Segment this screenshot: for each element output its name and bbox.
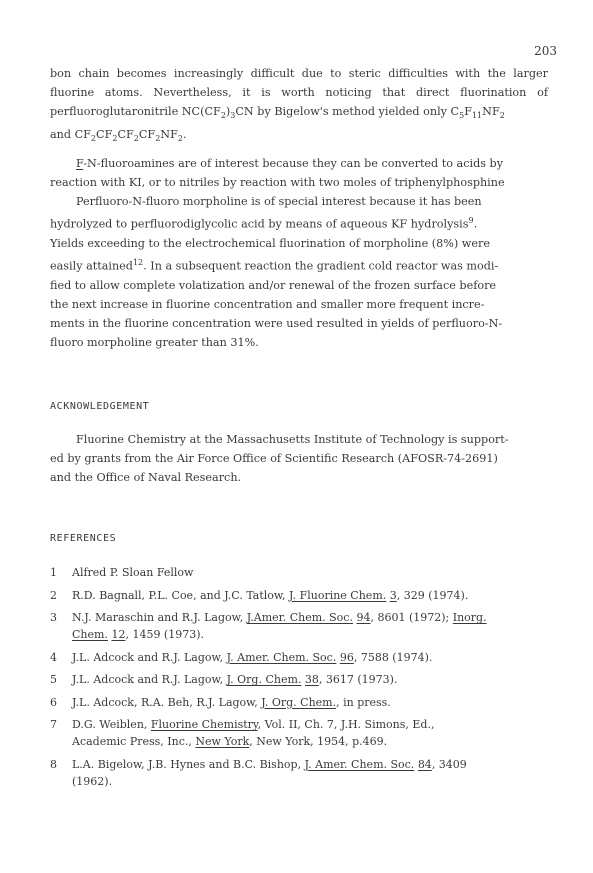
body-line: the next increase in fluorine concentration and smaller more frequent incre- bbox=[50, 297, 485, 311]
reference-item: 5 J.L. Adcock and R.J. Lagow, J. Org. Chem. 38, 3617 (1973). bbox=[50, 673, 398, 686]
reference-item: 1 Alfred P. Sloan Fellow bbox=[50, 566, 194, 579]
ack-line: Fluorine Chemistry at the Massachusetts Institute of Technology is support- bbox=[76, 433, 509, 446]
body-line: reaction with KI, or to nitriles by reaction with two moles of triphenylphosphine bbox=[50, 176, 505, 190]
body-line: easily attained$^{12}$. In a subsequent reaction the gradient cold reactor was modi- bbox=[50, 258, 499, 273]
body-text bbox=[50, 64, 548, 352]
references-heading: REFERENCES bbox=[50, 533, 117, 544]
reference-item: 2 R.D. Bagnall, P.L. Coe, and J.C. Tatlow, J. Fluorine Chem. 3, 329 (1974). bbox=[50, 588, 469, 602]
ack-line: ed by grants from the Air Force Office of Scientific Research (AFOSR-74-2691) bbox=[50, 452, 498, 465]
body-line: perfluoroglutaronitrile $NC(CF_2)_3CN$ by Bigelow's method yielded only $C_5F_{11}NF_2$ bbox=[50, 105, 505, 121]
body-line: Yields exceeding to the electrochemical fluorination of morpholine (8%) were bbox=[50, 237, 490, 251]
page-number: 203 bbox=[534, 44, 557, 58]
body-line: fluoro morpholine greater than 31%. bbox=[50, 335, 259, 349]
body-line: and $CF_2CF_2CF_2CF_2NF_2$. bbox=[50, 128, 187, 144]
reference-item: 7 D.G. Weiblen, Fluorine Chemistry, Vol. II, Ch. 7, J.H. Simons, Ed., Academic Press, Inc., New York, New York, 1954, p.469. bbox=[50, 718, 435, 748]
body-line: F-N-fluoroamines are of interest because they can be converted to acids by bbox=[76, 157, 504, 171]
body-line: fluorine atoms. Nevertheless, it is worth noticing that direct fluorination of bbox=[50, 86, 548, 99]
reference-item: 4 J.L. Adcock and R.J. Lagow, J. Amer. Chem. Soc. 96, 7588 (1974). bbox=[50, 650, 433, 664]
references-list bbox=[50, 564, 548, 795]
ack-line: and the Office of Naval Research. bbox=[50, 471, 242, 484]
reference-item: 3 N.J. Maraschin and R.J. Lagow, J.Amer. Chem. Soc. 94, 8601 (1972); Inorg. Chem. 12, 1459 (1973). bbox=[50, 611, 487, 641]
reference-item: 8 L.A. Bigelow, J.B. Hynes and B.C. Bishop, J. Amer. Chem. Soc. 84, 3409 (1962). bbox=[50, 757, 467, 788]
body-line: bon chain becomes increasingly difficult due to steric difficulties with the larger bbox=[50, 67, 548, 80]
body-line: ments in the fluorine concentration were used resulted in yields of perfluoro-N- bbox=[50, 316, 503, 330]
body-line: fied to allow complete volatization and/or renewal of the frozen surface before bbox=[50, 278, 497, 292]
body-line: Perfluoro-N-fluoro morpholine is of special interest because it has been bbox=[76, 195, 482, 209]
acknowledgement-text bbox=[50, 430, 548, 487]
acknowledgement-heading: ACKNOWLEDGEMENT bbox=[50, 401, 150, 412]
reference-item: 6 J.L. Adcock, R.A. Beh, R.J. Lagow, J. Org. Chem., in press. bbox=[50, 695, 391, 709]
body-line: hydrolyzed to perfluorodiglycolic acid by means of aqueous KF hydrolysis$^9$. bbox=[50, 216, 478, 232]
